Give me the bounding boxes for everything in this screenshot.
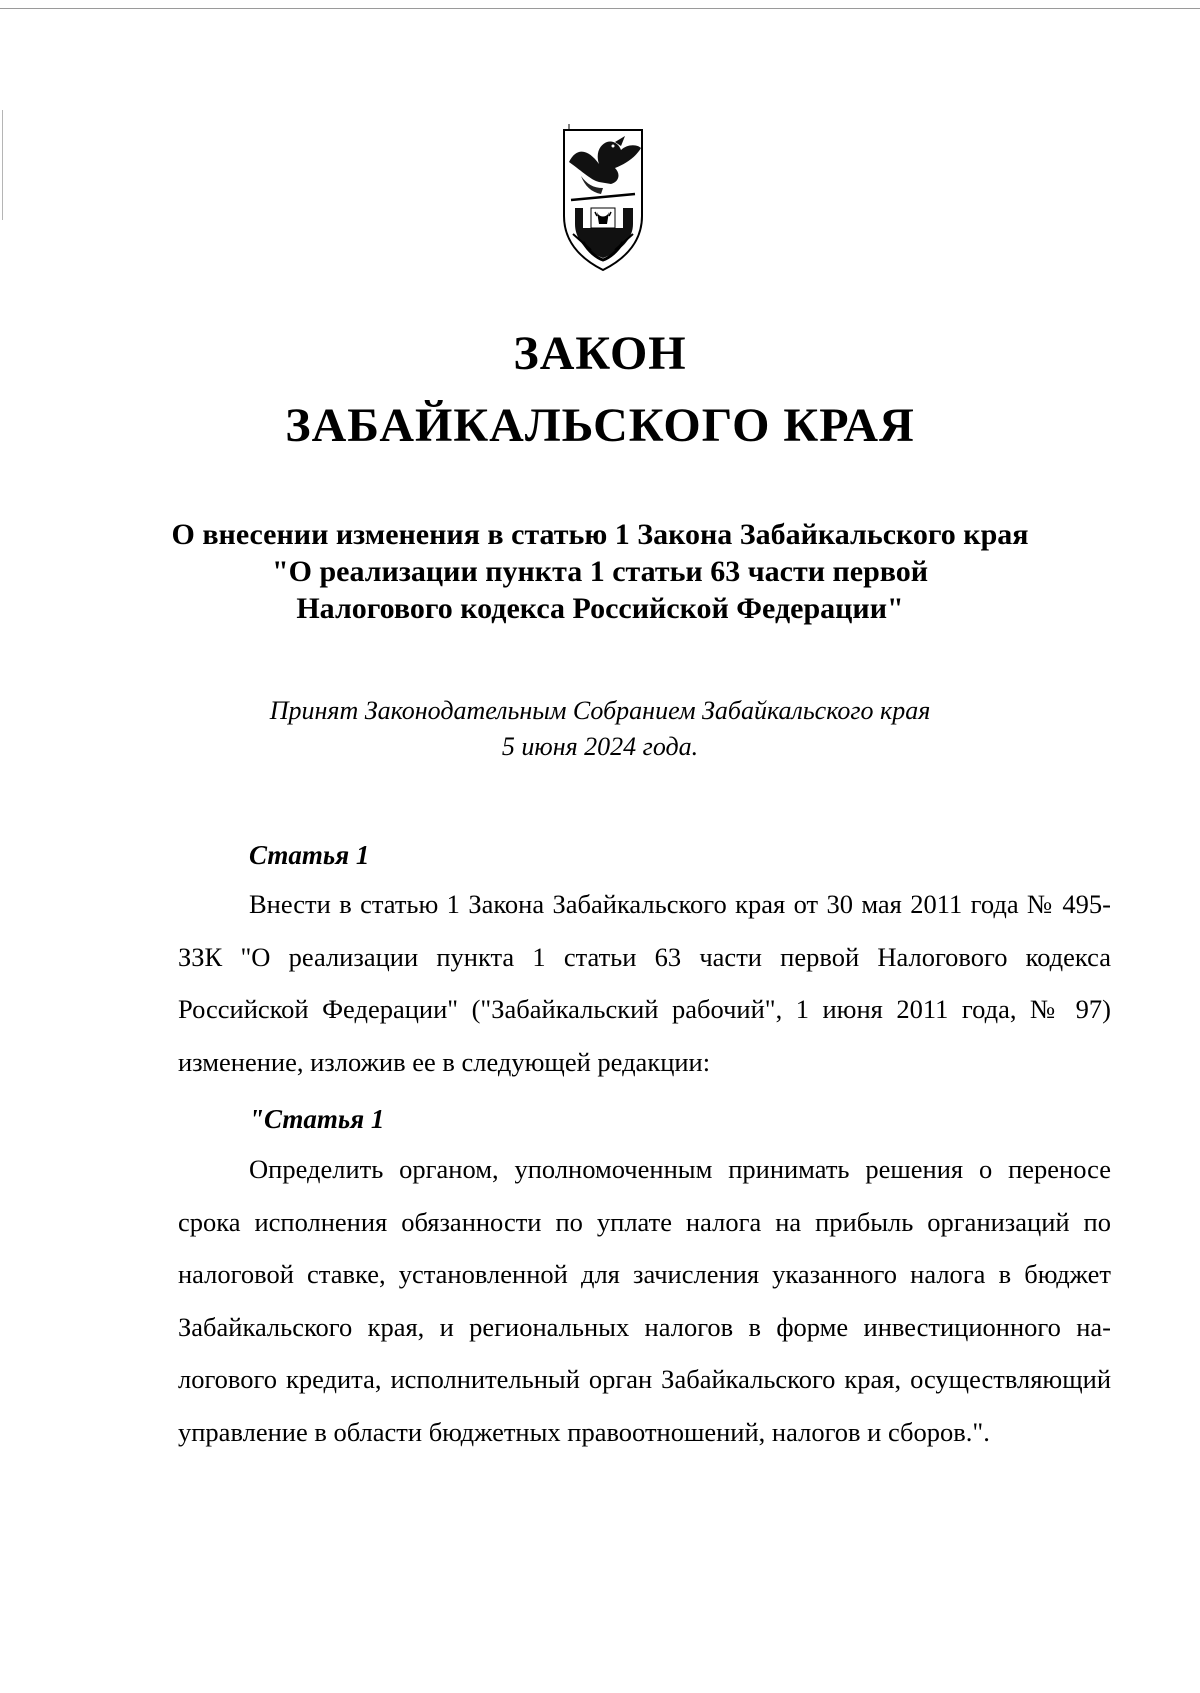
law-subject-line: "О реализации пункта 1 статьи 63 части первой bbox=[271, 555, 929, 588]
adoption-note bbox=[150, 693, 1050, 765]
top-border-line bbox=[0, 8, 1200, 9]
law-subject-line: О внесении изменения в статью 1 Закона Забайкальского края bbox=[171, 518, 1029, 551]
law-title-line: ЗАБАЙКАЛЬСКОГО КРАЯ bbox=[285, 399, 915, 452]
law-title bbox=[0, 318, 1200, 462]
law-subject bbox=[150, 516, 1050, 627]
scan-edge-mark bbox=[2, 110, 3, 220]
article-heading: Статья 1 bbox=[249, 840, 370, 870]
law-title-line: ЗАКОН bbox=[513, 327, 687, 380]
coat-of-arms-icon bbox=[561, 124, 645, 272]
law-subject-line: Налогового кодекса Российской Федерации" bbox=[296, 592, 904, 625]
quoted-article-heading: "Статья 1 bbox=[249, 1104, 385, 1134]
adoption-date: 5 июня 2024 года. bbox=[501, 732, 699, 761]
adoption-line: Принят Законодательным Собранием Забайкальского края bbox=[269, 696, 931, 725]
article-paragraph: Внести в статью 1 Закона Забайкальского края от 30 мая 2011 года № 495-ЗЗК "О реализации пункта 1 статьи 63 части первой Налогового кодекса Российской Федерации" ("Забайкальский рабочий", 1 июня 2011 года, № 97) изменение, изложив ее в следующей редакции: bbox=[178, 889, 1111, 1077]
quoted-article-paragraph: Определить органом, уполномоченным принимать решения о переносе срока исполнения обязанности по уплате налога на прибыль организаций по налоговой ставке, установленной для зачисления указанного налога в бюджет Забайкальского края, и региональных налогов в форме инвестиционного налогового кредита, исполнительный орган Забайкальского края, осуществляющий управление в области бюджетных правоотношений, налогов и сборов.". bbox=[178, 1154, 1111, 1447]
